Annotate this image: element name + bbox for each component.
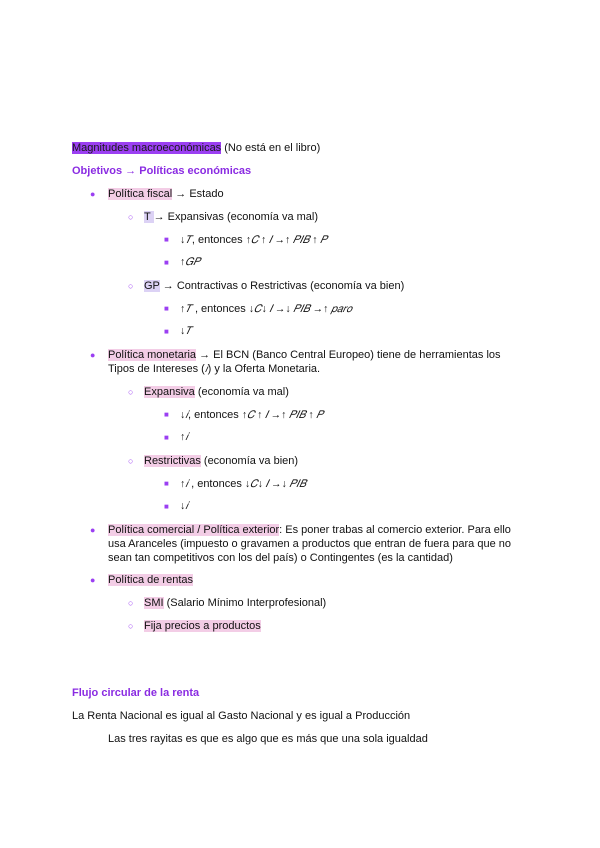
- math-expression: ↑𝑇: [180, 304, 192, 315]
- bullet-circle-icon: ○: [128, 281, 134, 291]
- expansiva-rest: (economía va mal): [194, 386, 289, 398]
- monetaria-rest: → El BCN (Banco Central Europeo) tiene de herramientas los: [196, 349, 501, 361]
- list-item-expansiva-2: ↑𝑖: [180, 432, 189, 443]
- list-item-rentas: [108, 573, 193, 587]
- bullet-circle-icon: ○: [128, 387, 134, 397]
- list-item-gp-2: ↓𝑇: [180, 326, 192, 337]
- bullet-circle-icon: ○: [128, 621, 134, 631]
- section-heading-title: Magnitudes macroeconómicas: [72, 142, 222, 154]
- restrictivas-rest: (economía va bien): [200, 455, 299, 467]
- item-text: , entonces: [191, 303, 249, 315]
- monetaria-line2: [108, 362, 320, 377]
- item-text: , entonces: [188, 478, 245, 490]
- list-item-restrictivas: [144, 454, 298, 468]
- bullet-square-icon: ■: [164, 327, 169, 336]
- comercial-line3: sean tan competitivos con los del país) o Contingentes (es la cantidad): [108, 552, 453, 564]
- list-item-smi: [144, 596, 326, 610]
- comercial-rest: : Es poner trabas al comercio exterior. Para ello: [279, 524, 511, 536]
- math-expression: ↓𝑇: [180, 235, 192, 246]
- math-expression: 𝑖: [204, 364, 208, 375]
- text: ) y la Oferta Monetaria.: [207, 363, 321, 375]
- bullet-square-icon: ■: [164, 433, 169, 442]
- bullet-dot-icon: ●: [90, 350, 96, 360]
- bullet-square-icon: ■: [164, 479, 169, 488]
- smi-label: SMI: [144, 597, 164, 609]
- item-text: , entonces: [191, 234, 246, 246]
- list-item-gp-1: [180, 302, 352, 317]
- bullet-circle-icon: ○: [128, 598, 134, 608]
- math-expression: ↑𝐶 ↑ 𝐼 →↑ 𝑃𝐼𝐵 ↑ 𝑃: [241, 410, 324, 421]
- math-expression: ↑𝑖: [180, 479, 189, 490]
- fiscal-rest: → Estado: [172, 188, 224, 200]
- gp-label: GP: [144, 280, 160, 292]
- bullet-square-icon: ■: [164, 304, 169, 313]
- item-text: , entonces: [188, 409, 242, 421]
- t-rest: → Expansivas (economía va mal): [153, 211, 319, 223]
- expansiva-label: Expansiva: [144, 386, 195, 398]
- bullet-square-icon: ■: [164, 235, 169, 244]
- comercial-label: Política comercial / Política exterior: [108, 524, 280, 536]
- list-item-fija: [144, 619, 261, 633]
- section-heading-note: (No está en el libro): [221, 142, 321, 154]
- flujo-heading: Flujo circular de la renta: [72, 687, 200, 699]
- flujo-paragraph-2: Las tres rayitas es que es algo que es más que una sola igualdad: [108, 733, 428, 745]
- gp-rest: → Contractivas o Restrictivas (economía va bien): [159, 280, 405, 292]
- list-item-restrictivas-1: [180, 477, 306, 492]
- list-item-expansiva: [144, 385, 289, 399]
- list-item-monetaria: [108, 348, 501, 362]
- bullet-circle-icon: ○: [128, 212, 134, 222]
- t-label: T: [144, 211, 154, 223]
- math-expression: ↓𝑖: [180, 410, 189, 421]
- fija-label: Fija precios a productos: [144, 620, 261, 632]
- bullet-dot-icon: ●: [90, 189, 96, 199]
- math-expression: ↓𝐶↓ 𝐼 →↓ 𝑃𝐼𝐵 →↑ 𝑝𝑎𝑟𝑜: [248, 304, 352, 315]
- text: Tipos de Intereses (: [108, 363, 205, 375]
- list-item-t-2: ↑𝐺𝑃: [180, 257, 201, 268]
- bullet-square-icon: ■: [164, 258, 169, 267]
- smi-rest: (Salario Mínimo Interprofesional): [163, 597, 327, 609]
- fiscal-label: Política fiscal: [108, 188, 173, 200]
- bullet-dot-icon: ●: [90, 575, 96, 585]
- list-item-t-1: [180, 233, 327, 248]
- list-item-expansiva-1: [180, 408, 323, 423]
- bullet-square-icon: ■: [164, 410, 169, 419]
- list-item-t: [144, 210, 318, 224]
- monetaria-label: Política monetaria: [108, 349, 197, 361]
- list-item-fiscal: [108, 187, 224, 201]
- comercial-line2: usa Aranceles (impuesto o gravamen a productos que entran de fuera para que no: [108, 538, 511, 550]
- restrictivas-label: Restrictivas: [144, 455, 201, 467]
- objetivos-heading: Objetivos → Políticas económicas: [72, 165, 252, 177]
- bullet-dot-icon: ●: [90, 525, 96, 535]
- flujo-paragraph-1: La Renta Nacional es igual al Gasto Nacional y es igual a Producción: [72, 710, 411, 722]
- bullet-circle-icon: ○: [128, 456, 134, 466]
- rentas-label: Política de rentas: [108, 574, 193, 586]
- bullet-square-icon: ■: [164, 502, 169, 511]
- math-expression: ↓𝐶↓ 𝐼 →↓ 𝑃𝐼𝐵: [244, 479, 307, 490]
- math-expression: ↑𝐶 ↑ 𝐼 →↑ 𝑃𝐼𝐵 ↑ 𝑃: [245, 235, 327, 246]
- section-heading: [72, 141, 320, 155]
- list-item-restrictivas-2: ↓𝑖: [180, 501, 189, 512]
- list-item-comercial: [108, 523, 511, 537]
- list-item-gp: [144, 279, 404, 293]
